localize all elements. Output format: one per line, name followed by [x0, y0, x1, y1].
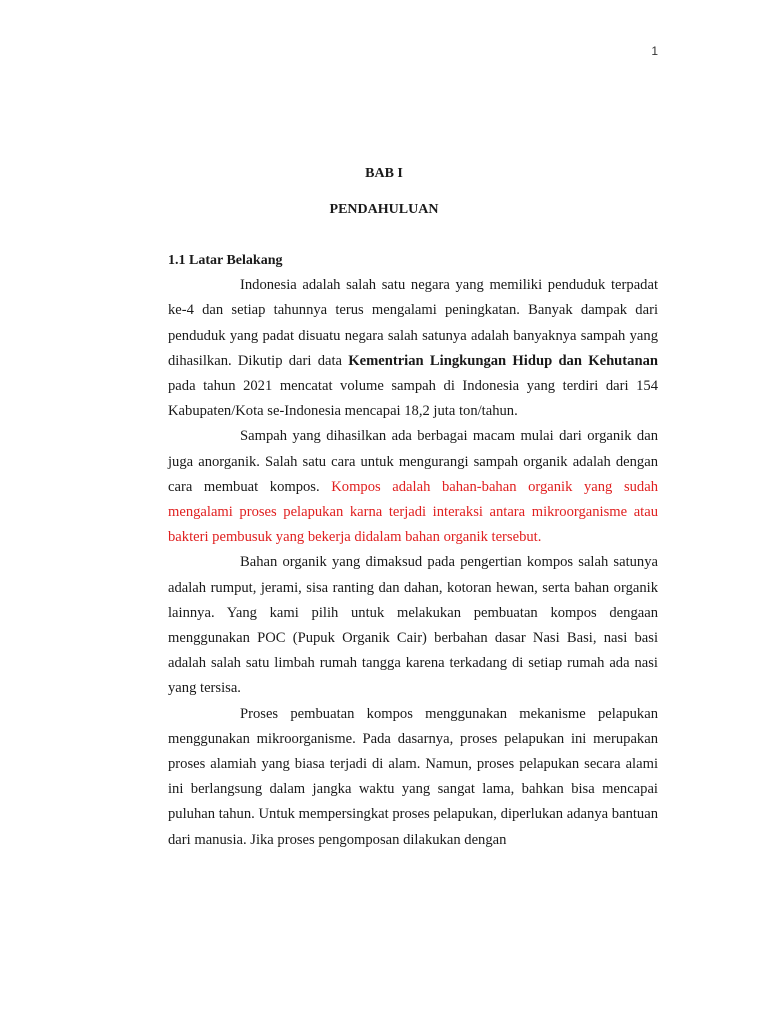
body-text [168, 248, 658, 853]
paragraph-4: Proses pembuatan kompos menggunakan mekanisme pelapukan menggunakan mikroorganisme. Pada dasarnya, proses pelapukan ini merupakan proses alamiah yang biasa terjadi di alam. Namun, proses pelapukan secara alami ini berlangsung dalam jangka waktu yang sangat lama, bahkan bisa mencapai puluhan tahun. Untuk mempersingkat proses pelapukan, diperlukan adanya bantuan dari manusia. Jika proses pengomposan dilakukan dengan [168, 705, 658, 848]
paragraph-1 [168, 273, 658, 424]
paragraph-1-text-b: pada tahun 2021 mencatat volume sampah di Indonesia yang terdiri dari 154 Kabupaten/Kota se-Indonesia mencapai 18,2 juta ton/tahun. [168, 378, 658, 420]
paragraph-2-highlighted-definition: Kompos adalah bahan-bahan organik yang sudah mengalami proses pelapukan karna terjadi interaksi antara mikroorganisme atau bakteri pembusuk yang bekerja didalam bahan organik tersebut. [168, 478, 658, 546]
paragraph-2 [168, 424, 658, 550]
chapter-number: BAB I [365, 166, 403, 181]
paragraph-1-bold-source: Kementrian Lingkungan Hidup dan Kehutanan [348, 352, 658, 369]
page-number: 1 [651, 44, 658, 58]
chapter-title: PENDAHULUAN [329, 202, 439, 217]
paragraph-1-text-a: Indonesia adalah salah satu negara yang memiliki penduduk terpadat ke-4 dan setiap tahunnya terus mengalami peningkatan. Banyak dampak dari penduduk yang padat disuatu negara salah satunya adalah banyaknya sampah yang dihasilkan. Dikutip dari data [168, 277, 658, 369]
paragraph-2-text: Sampah yang dihasilkan ada berbagai macam mulai dari organik dan juga anorganik. Salah satu cara untuk mengurangi sampah organik adalah dengan cara membuat kompos. [168, 428, 658, 495]
paragraph-3: Bahan organik yang dimaksud pada pengertian kompos salah satunya adalah rumput, jerami, sisa ranting dan dahan, kotoran hewan, serta bahan organik lainnya. Yang kami pilih untuk melakukan pembuatan kompos dengaan menggunakan POC (Pupuk Organik Cair) berbahan dasar Nasi Basi, nasi basi adalah salah satu limbah rumah tangga karena terkadang di setiap rumah ada nasi yang tersisa. [168, 554, 658, 697]
section-heading: 1.1 Latar Belakang [168, 253, 283, 268]
